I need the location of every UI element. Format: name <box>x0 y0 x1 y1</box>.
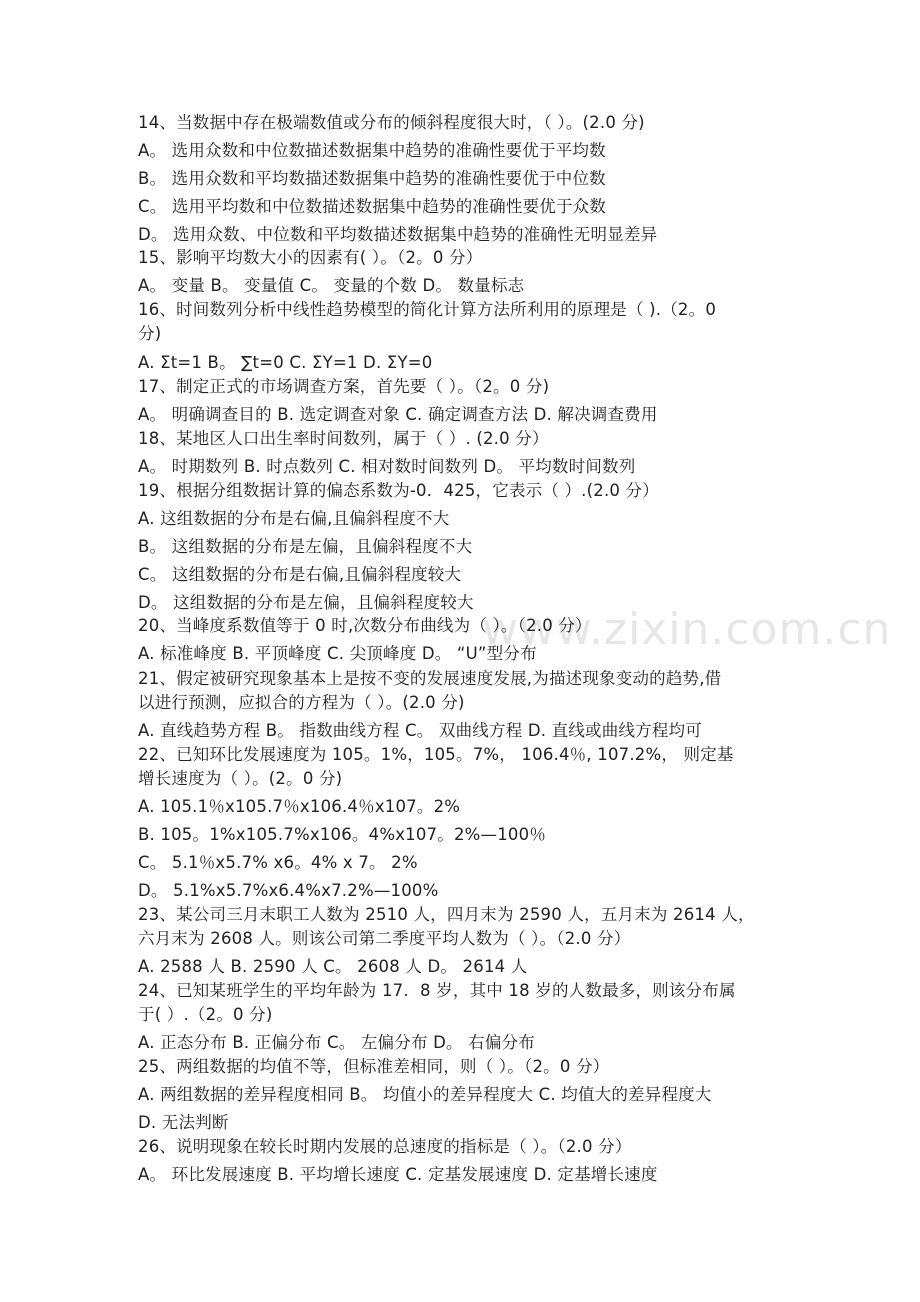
text-line: 17、制定正式的市场调查方案，首先要（ ）。（2。0 分) <box>138 377 550 396</box>
text-line: A。 明确调查目的 B. 选定调查对象 C. 确定调查方法 D. 解决调查费用 <box>138 405 658 424</box>
text-line: A。 变量 B。 变量值 C。 变量的个数 D。 数量标志 <box>138 276 525 295</box>
text-line: C。 选用平均数和中位数描述数据集中趋势的准确性要优于众数 <box>138 197 607 216</box>
text-line: 19、根据分组数据计算的偏态系数为-0．425，它表示（ ）.(2.0 分） <box>138 481 659 500</box>
text-line: 20、当峰度系数值等于 0 时,次数分布曲线为（ ）。（2.0 分） <box>138 616 592 635</box>
text-line: D. 无法判断 <box>138 1113 229 1132</box>
text-line: 24、已知某班学生的平均年龄为 17．8 岁，其中 18 岁的人数最多，则该分布属 <box>138 981 736 1000</box>
text-line: A. 直线趋势方程 B。 指数曲线方程 C。 双曲线方程 D. 直线或曲线方程均可 <box>138 721 702 740</box>
text-line: C。 5.1％x5.7% x6。4% x 7。 2% <box>138 853 418 872</box>
watermark: www.zixin.com.cn <box>482 604 892 655</box>
text-line: D。 5.1%x5.7%x6.4%x7.2%—100% <box>138 881 439 900</box>
text-line: B。 这组数据的分布是左偏，且偏斜程度不大 <box>138 537 473 556</box>
text-line: A. 2588 人 B. 2590 人 C。 2608 人 D。 2614 人 <box>138 957 528 976</box>
text-line: C。 这组数据的分布是右偏,且偏斜程度较大 <box>138 565 462 584</box>
text-line: A. 两组数据的差异程度相同 B。 均值小的差异程度大 C. 均值大的差异程度大 <box>138 1085 712 1104</box>
text-line: 15、影响平均数大小的因素有( ）。（2。0 分） <box>138 248 483 267</box>
text-line: A. 这组数据的分布是右偏,且偏斜程度不大 <box>138 509 450 528</box>
text-line: D。 选用众数、中位数和平均数描述数据集中趋势的准确性无明显差异 <box>138 225 658 244</box>
text-line: A. 标准峰度 B. 平顶峰度 C. 尖顶峰度 D。 “U”型分布 <box>138 644 537 663</box>
text-line: 六月末为 2608 人。则该公司第二季度平均人数为（ ）。（2.0 分） <box>138 929 631 948</box>
text-line: 以进行预测，应拟合的方程为（ ）。(2.0 分) <box>138 693 465 712</box>
text-line: 18、某地区人口出生率时间数列，属于（ ）. (2.0 分） <box>138 429 549 448</box>
text-line: 22、已知环比发展速度为 105。1%，105。7%， 106.4％, 107.2%， 则定基 <box>138 745 734 764</box>
text-line: A. Σt=1 B。 ∑t=0 C. ΣY=1 D. ΣY=0 <box>138 353 433 372</box>
text-line: A. 正态分布 B. 正偏分布 C。 左偏分布 D。 右偏分布 <box>138 1033 535 1052</box>
text-line: 23、某公司三月末职工人数为 2510 人，四月末为 2590 人，五月末为 2614 人， <box>138 905 755 924</box>
text-line: 26、说明现象在较长时期内发展的总速度的指标是（ ）。（2.0 分） <box>138 1137 632 1156</box>
text-line: A。 时期数列 B. 时点数列 C. 相对数时间数列 D。 平均数时间数列 <box>138 457 636 476</box>
text-line: 16、时间数列分析中线性趋势模型的简化计算方法所利用的原理是（ ).（2。0 <box>138 300 717 319</box>
text-line: D。 这组数据的分布是左偏，且偏斜程度较大 <box>138 593 474 612</box>
text-line: A。 选用众数和中位数描述数据集中趋势的准确性要优于平均数 <box>138 141 606 160</box>
text-line: B。 选用众数和平均数描述数据集中趋势的准确性要优于中位数 <box>138 169 606 188</box>
text-line: A. 105.1％x105.7％x106.4％x107。2% <box>138 797 461 816</box>
text-line: A。 环比发展速度 B. 平均增长速度 C. 定基发展速度 D. 定基增长速度 <box>138 1165 658 1184</box>
text-line: 21、假定被研究现象基本上是按不变的发展速度发展,为描述现象变动的趋势,借 <box>138 669 722 688</box>
text-line: 14、当数据中存在极端数值或分布的倾斜程度很大时，（ ）。(2.0 分) <box>138 113 645 132</box>
text-line: 分) <box>138 324 162 343</box>
text-line: 25、两组数据的均值不等，但标准差相同，则（ ）。（2。0 分） <box>138 1057 610 1076</box>
text-line: 于( ）.（2。0 分) <box>138 1005 273 1024</box>
text-line: 增长速度为（ ）。(2。0 分) <box>138 769 343 788</box>
text-line: B. 105。1%x105.7%x106。4%x107。2%—100％ <box>138 825 547 844</box>
